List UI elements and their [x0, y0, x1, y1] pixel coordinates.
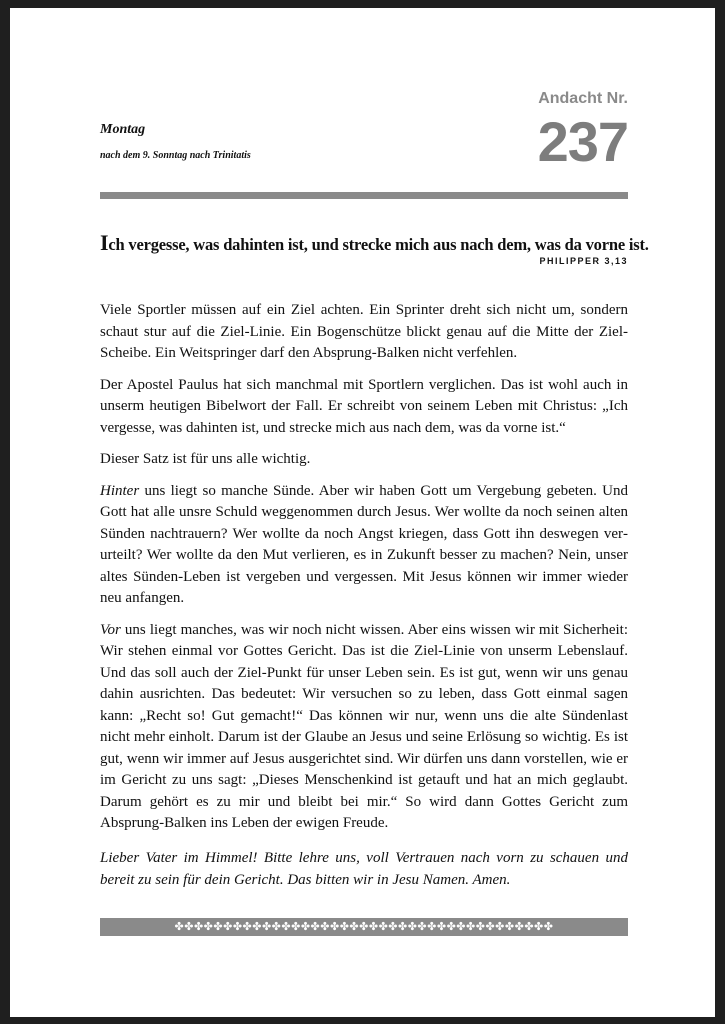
paragraph-4-text: uns liegt so manche Sünde. Aber wir haben Gott um Vergebung gebeten. Und Gott hat alle unsre Schuld weggenommen durch Jesus. Wer wollte da noch seinen alten Sünden nachtrauern? Wer wollte da noch Angst kriegen, dass Gott ihn deswegen verurteilt? Wer wollte da den Mut verlieren, es in Zukunft besser zu machen? Nein, unser altes Sünden-Leben ist vergeben und vergessen. Mit Jesus können wir immer wieder neu anfangen. [100, 482, 628, 606]
devotion-label: Andacht Nr. [538, 90, 628, 107]
paragraph-5-text: uns liegt manches, was wir noch nicht wissen. Aber eins wissen wir mit Sicherheit: Wir stehen einmal vor Gottes Gericht. Das ist die Ziel-Linie von unserm Lebenslauf. Und das soll auch der Ziel-Punkt für unser Leben sein. Es ist gut, wenn wir uns genau dahin ausrichten. Das bedeutet: Wir versuchen so zu leben, dass Gott einmal sagen kann: „Recht so! Gut gemacht!“ Das können wir nur, wenn uns die alte Sündenlast nicht mehr einholt. Darum ist der Glaube an Jesus und seine Erlösung so wichtig. Es ist gut, wenn wir immer auf Jesus ausgerichtet sind. Wir dürfen uns dann vorstellen, wie er im Gericht zu uns sagt: „Dieses Menschenkind ist getauft und hat an mich geglaubt. Darum gehört es zu mir und bleibt bei mir.“ So wird dann Gottes Gericht zum Absprung-Balken ins Leben der ewigen Freude. [100, 621, 628, 831]
document-page [10, 8, 715, 1017]
verse-text: ch vergesse, was dahinten ist, und strecke mich aus nach dem, was da vorne ist. [108, 235, 649, 254]
ornament-divider [100, 918, 628, 936]
devotion-number: 237 [537, 110, 628, 173]
paragraph-1: Viele Sportler müssen auf ein Ziel achten. Ein Sprinter dreht sich nicht um, sondern schaut stur auf die Ziel-Linie. Ein Bogenschütze blickt genau auf die Mitte der Ziel-Scheibe. Ein Weitspringer darf den Absprung-Balken nicht verfehlen. [100, 302, 628, 361]
header-left [100, 122, 251, 161]
paragraph-4 [100, 481, 628, 610]
flower-ornament-icon: ✤✤✤✤✤✤✤✤✤✤✤✤✤✤✤✤✤✤✤✤✤✤✤✤✤✤✤✤✤✤✤✤✤✤✤✤✤✤✤ [174, 920, 554, 933]
paragraph-4-emphasis: Hinter [100, 482, 140, 499]
verse-reference-text: PHILIPPER 3,13 [539, 256, 628, 266]
paragraph-3: Dieser Satz ist für uns alle wichtig. [100, 451, 311, 467]
church-calendar-subtitle: nach dem 9. Sonntag nach Trinitatis [100, 150, 251, 161]
verse-reference [539, 256, 628, 266]
paragraph-2: Der Apostel Paulus hat sich manchmal mit Sportlern verglichen. Das ist wohl auch in unserm heutigen Bibelwort der Fall. Er schreibt von seinem Leben mit Christus: „Ich vergesse, was dahinten ist, und strecke mich aus nach dem, was da vorne ist.“ [100, 376, 628, 436]
header-divider [100, 192, 628, 199]
verse-initial: I [100, 230, 109, 255]
paragraph-5-emphasis: Vor [100, 621, 121, 638]
paragraph-5 [100, 620, 628, 835]
day-title: Montag [100, 122, 146, 137]
bible-verse [100, 230, 649, 256]
closing-prayer: Lieber Vater im Himmel! Bitte lehre uns, voll Vertrauen nach vorn zu schauen und bereit zu sein für dein Gericht. Das bitten wir in Jesu Namen. Amen. [100, 850, 628, 888]
devotion-body [100, 300, 628, 845]
